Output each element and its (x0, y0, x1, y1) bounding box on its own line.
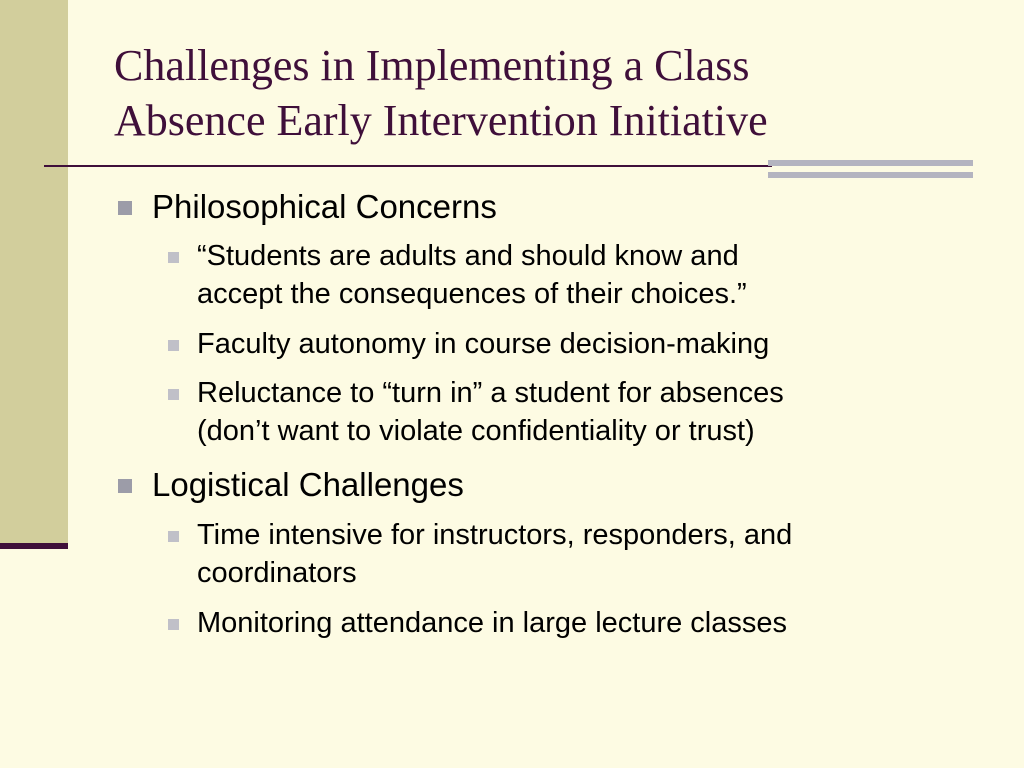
slide-title-line-2: Absence Early Intervention Initiative (114, 96, 768, 145)
bullet-heading: Logistical Challenges (152, 466, 464, 503)
sub-bullet-line: Time intensive for instructors, responders, and (197, 519, 793, 551)
bullet-logistical-challenges (152, 465, 464, 505)
sub-bullet-line: coordinators (197, 557, 357, 589)
sub-bullet-time-intensive (197, 516, 987, 592)
sub-bullet-monitoring-attendance (197, 604, 987, 642)
sub-bullet-line: “Students are adults and should know and (197, 240, 739, 272)
bullet-heading: Philosophical Concerns (152, 188, 497, 225)
square-bullet-icon (168, 531, 179, 542)
square-bullet-icon (118, 201, 132, 215)
sub-bullet-line: Monitoring attendance in large lecture classes (197, 607, 787, 639)
square-bullet-icon (118, 479, 132, 493)
square-bullet-icon (168, 619, 179, 630)
sub-bullet-reluctance (197, 374, 987, 450)
bullet-philosophical-concerns (152, 187, 497, 227)
square-bullet-icon (168, 252, 179, 263)
square-bullet-icon (168, 389, 179, 400)
sub-bullet-students-adults (197, 237, 987, 313)
sub-bullet-faculty-autonomy (197, 325, 987, 363)
sub-bullet-line: Faculty autonomy in course decision-making (197, 328, 770, 360)
sub-bullet-line: accept the consequences of their choices.” (197, 278, 747, 310)
sub-bullet-line: Reluctance to “turn in” a student for absences (197, 377, 784, 409)
sub-bullet-line: (don’t want to violate confidentiality or trust) (197, 415, 755, 447)
square-bullet-icon (168, 340, 179, 351)
slide-title-line-1: Challenges in Implementing a Class (114, 41, 750, 90)
